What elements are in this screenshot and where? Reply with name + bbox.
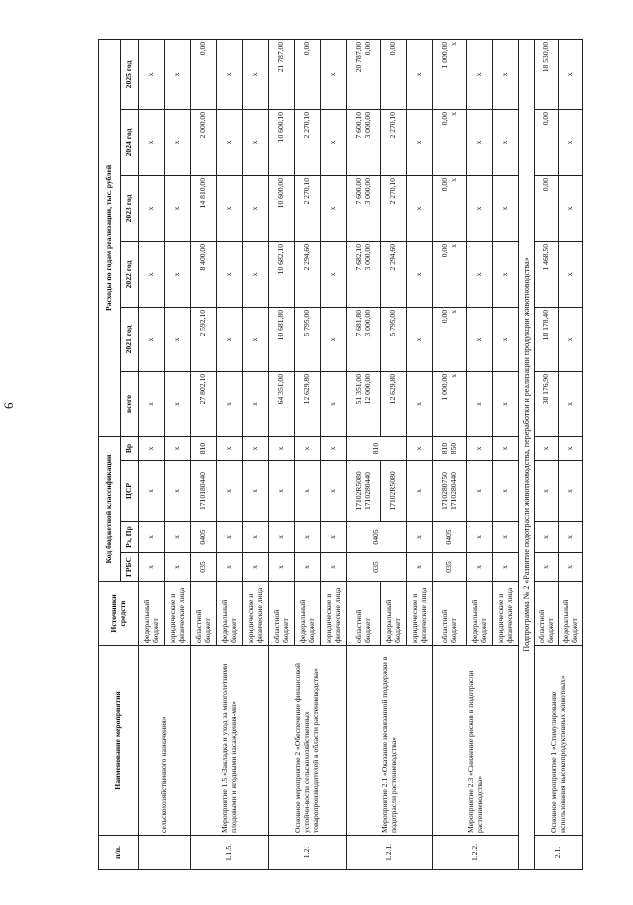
event-name: Основное мероприятие 1 «Стимулирование использования высокопродуктивных животных» bbox=[535, 646, 583, 836]
grbs-cell: х bbox=[559, 553, 583, 582]
rzpr-cell: х bbox=[559, 522, 583, 553]
value-y2023: 7 600,00 3 000,00 bbox=[347, 175, 381, 241]
row-number: 1.2. bbox=[269, 836, 347, 870]
budget-table bbox=[98, 39, 583, 870]
value-y2025: 21 787,00 bbox=[269, 39, 295, 109]
value-y2023: 14 810,00 bbox=[191, 175, 217, 241]
rzpr-cell: х bbox=[493, 522, 519, 553]
value-y2023: 2 270,10 bbox=[295, 175, 321, 241]
vr-cell: х bbox=[407, 436, 433, 460]
value-total: х bbox=[243, 371, 269, 436]
event-name: сельскохозяйственного назначения» bbox=[139, 646, 191, 836]
rzpr-cell: х bbox=[535, 522, 559, 553]
value-y2023: 0,00 bbox=[535, 175, 559, 241]
grbs-cell: 035 bbox=[433, 553, 467, 582]
subprogram-title: Подпрограмма № 2 «Развитие подотрасли животноводства, переработки и реализации продукции животноводства» bbox=[519, 39, 535, 869]
csr-cell: х bbox=[295, 461, 321, 522]
value-y2025: х bbox=[139, 39, 165, 109]
rzpr-cell: 0405 bbox=[433, 522, 467, 553]
header-code-group: Код бюджетной классификации bbox=[99, 436, 121, 581]
rzpr-cell: х bbox=[321, 522, 347, 553]
csr-cell: х bbox=[407, 461, 433, 522]
value-total: 12 629,80 bbox=[295, 371, 321, 436]
value-y2022: х bbox=[493, 241, 519, 307]
value-y2025: 0,00 bbox=[381, 39, 407, 109]
value-y2022: х bbox=[139, 241, 165, 307]
value-total: 38 176,90 bbox=[535, 371, 559, 436]
subprogram-row bbox=[519, 39, 535, 869]
value-y2023: х bbox=[407, 175, 433, 241]
funding-source: федеральный бюджет bbox=[559, 582, 583, 646]
csr-cell: 17102R5080 1710280440 bbox=[347, 461, 381, 522]
vr-cell: х bbox=[321, 436, 347, 460]
value-total: х bbox=[321, 371, 347, 436]
grbs-cell: х bbox=[269, 553, 295, 582]
csr-cell: 1710180440 bbox=[191, 461, 217, 522]
value-y2021: 7 681,80 3 000,00 bbox=[347, 307, 381, 371]
funding-source: юридические и физические лица bbox=[321, 582, 347, 646]
header-no: п/п. bbox=[99, 836, 139, 870]
value-y2024: 2 270,10 bbox=[381, 109, 407, 175]
grbs-cell: 035 bbox=[347, 553, 407, 582]
csr-cell: х bbox=[217, 461, 243, 522]
grbs-cell: х bbox=[321, 553, 347, 582]
csr-cell: х bbox=[467, 461, 493, 522]
value-y2022: 0,00 х bbox=[433, 241, 467, 307]
value-y2024: 10 600,10 bbox=[269, 109, 295, 175]
table-row bbox=[535, 39, 559, 869]
value-y2024: х bbox=[243, 109, 269, 175]
rzpr-cell: х bbox=[243, 522, 269, 553]
value-y2022: 8 400,00 bbox=[191, 241, 217, 307]
header-2021: 2021 год bbox=[121, 307, 139, 371]
grbs-cell: х bbox=[467, 553, 493, 582]
value-y2021: х bbox=[217, 307, 243, 371]
value-y2021: х bbox=[139, 307, 165, 371]
funding-source: юридические и физические лица bbox=[407, 582, 433, 646]
value-y2024: 2 270,10 bbox=[295, 109, 321, 175]
value-y2021: х bbox=[321, 307, 347, 371]
value-y2021: х bbox=[559, 307, 583, 371]
vr-cell: х bbox=[295, 436, 321, 460]
funding-source: областной бюджет bbox=[347, 582, 381, 646]
page-number-area bbox=[0, 0, 60, 409]
csr-cell: 1710280750 1710280440 bbox=[433, 461, 467, 522]
csr-cell: х bbox=[243, 461, 269, 522]
event-name: Мероприятие 2.1 «Оказание несвязанной поддержки в подотрасли растениеводства» bbox=[347, 646, 433, 836]
grbs-cell: х bbox=[295, 553, 321, 582]
rzpr-cell: х bbox=[269, 522, 295, 553]
value-y2025: х bbox=[407, 39, 433, 109]
value-y2021: 5 795,00 bbox=[295, 307, 321, 371]
event-name: Мероприятие 1.5 «Закладка и уход за многолетними плодовыми и ягодными насаждения-ми» bbox=[191, 646, 269, 836]
value-y2024: 0,00 bbox=[535, 109, 559, 175]
vr-cell: х bbox=[243, 436, 269, 460]
vr-cell: х bbox=[535, 436, 559, 460]
header-expenses-group: Расходы по годам реализации, тыс. рублей bbox=[99, 39, 121, 436]
value-y2024: 2 000,00 bbox=[191, 109, 217, 175]
value-y2021: х bbox=[493, 307, 519, 371]
grbs-cell: х bbox=[217, 553, 243, 582]
vr-cell: 810 bbox=[347, 436, 407, 460]
csr-cell: х bbox=[493, 461, 519, 522]
value-y2024: х bbox=[493, 109, 519, 175]
value-y2022: х bbox=[321, 241, 347, 307]
value-y2025: х bbox=[559, 39, 583, 109]
value-y2022: х bbox=[165, 241, 191, 307]
row-number: 2.1. bbox=[535, 836, 583, 870]
event-name: Основное мероприятие 2 «Обеспечение финансовой устойчи-вости сельскохозяйственных товаропроизводителей в области растениеводства» bbox=[269, 646, 347, 836]
row-number bbox=[139, 836, 191, 870]
funding-source: федеральный бюджет bbox=[381, 582, 407, 646]
header-grbs: ГРБС bbox=[121, 553, 139, 582]
rzpr-cell: х bbox=[217, 522, 243, 553]
funding-source: федеральный бюджет bbox=[139, 582, 165, 646]
funding-source: юридические и физические лица bbox=[243, 582, 269, 646]
header-csr: ЦСР bbox=[121, 461, 139, 522]
value-y2021: 10 681,80 bbox=[269, 307, 295, 371]
value-y2022: 2 294,60 bbox=[295, 241, 321, 307]
grbs-cell: х bbox=[139, 553, 165, 582]
table-row bbox=[433, 39, 467, 869]
header-2025: 2025 год bbox=[121, 39, 139, 109]
value-y2021: 5 795,00 bbox=[381, 307, 407, 371]
header-2024: 2024 год bbox=[121, 109, 139, 175]
value-total: 51 351,00 12 000,00 bbox=[347, 371, 381, 436]
value-y2025: 1 000,00 х bbox=[433, 39, 467, 109]
value-y2022: х bbox=[467, 241, 493, 307]
funding-source: областной бюджет bbox=[269, 582, 295, 646]
page-number-svg bbox=[0, 0, 60, 409]
value-y2024: 7 600,10 3 000,00 bbox=[347, 109, 381, 175]
vr-cell: 810 850 bbox=[433, 436, 467, 460]
value-y2021: х bbox=[467, 307, 493, 371]
value-y2024: х bbox=[217, 109, 243, 175]
vr-cell: х bbox=[493, 436, 519, 460]
csr-cell: 17102R5080 bbox=[381, 461, 407, 522]
value-y2024: х bbox=[467, 109, 493, 175]
grbs-cell: х bbox=[493, 553, 519, 582]
header-rzpr: Рз, Пр bbox=[121, 522, 139, 553]
value-y2024: х bbox=[165, 109, 191, 175]
value-y2023: х bbox=[467, 175, 493, 241]
value-y2022: 7 682,10 3 000,00 bbox=[347, 241, 381, 307]
table-row bbox=[269, 39, 295, 869]
value-y2023: х bbox=[165, 175, 191, 241]
value-y2022: 2 294,60 bbox=[381, 241, 407, 307]
vr-cell: х bbox=[217, 436, 243, 460]
table-header bbox=[99, 39, 139, 869]
funding-source: федеральный бюджет bbox=[217, 582, 243, 646]
value-y2023: х bbox=[139, 175, 165, 241]
header-total: всего bbox=[121, 371, 139, 436]
value-y2025: х bbox=[217, 39, 243, 109]
value-total: х bbox=[559, 371, 583, 436]
value-y2025: х bbox=[321, 39, 347, 109]
value-y2022: х bbox=[559, 241, 583, 307]
event-name: Мероприятие 2.3 «Снижение рисков в подотрасли растениеводства» bbox=[433, 646, 519, 836]
value-y2022: х bbox=[217, 241, 243, 307]
value-y2024: 0,00 х bbox=[433, 109, 467, 175]
value-total: х bbox=[493, 371, 519, 436]
value-y2023: 2 270,10 bbox=[381, 175, 407, 241]
funding-source: юридические и физические лица bbox=[165, 582, 191, 646]
page-number: 6 bbox=[1, 402, 16, 409]
value-y2023: 0,00 х bbox=[433, 175, 467, 241]
value-total: х bbox=[139, 371, 165, 436]
value-y2023: х bbox=[243, 175, 269, 241]
value-y2022: 10 682,10 bbox=[269, 241, 295, 307]
rzpr-cell: 0405 bbox=[347, 522, 407, 553]
header-2022: 2022 год bbox=[121, 241, 139, 307]
header-source: Источники средств bbox=[99, 582, 139, 646]
vr-cell: х bbox=[165, 436, 191, 460]
value-y2021: 18 178,40 bbox=[535, 307, 559, 371]
funding-source: областной бюджет bbox=[191, 582, 217, 646]
funding-source: федеральный бюджет bbox=[295, 582, 321, 646]
value-y2024: х bbox=[407, 109, 433, 175]
vr-cell: 810 bbox=[191, 436, 217, 460]
rzpr-cell: 0405 bbox=[191, 522, 217, 553]
csr-cell: х bbox=[321, 461, 347, 522]
value-y2021: 0,00 х bbox=[433, 307, 467, 371]
grbs-cell: х bbox=[535, 553, 559, 582]
value-y2024: х bbox=[321, 109, 347, 175]
value-total: 12 629,80 bbox=[381, 371, 407, 436]
value-y2024: х bbox=[139, 109, 165, 175]
value-total: 64 351,00 bbox=[269, 371, 295, 436]
rzpr-cell: х bbox=[295, 522, 321, 553]
rzpr-cell: х bbox=[165, 522, 191, 553]
value-y2025: 0,00 bbox=[191, 39, 217, 109]
value-total: х bbox=[165, 371, 191, 436]
table-row bbox=[139, 39, 165, 869]
value-y2025: 20 787,00 0,00 bbox=[347, 39, 381, 109]
value-y2021: 2 592,10 bbox=[191, 307, 217, 371]
csr-cell: х bbox=[535, 461, 559, 522]
grbs-cell: х bbox=[165, 553, 191, 582]
value-y2023: х bbox=[217, 175, 243, 241]
value-total: х bbox=[217, 371, 243, 436]
value-y2023: х bbox=[493, 175, 519, 241]
value-y2023: х bbox=[321, 175, 347, 241]
row-number: 1.2.1. bbox=[347, 836, 433, 870]
csr-cell: х bbox=[559, 461, 583, 522]
value-y2022: х bbox=[407, 241, 433, 307]
csr-cell: х bbox=[165, 461, 191, 522]
row-number: 1.1.5. bbox=[191, 836, 269, 870]
rotated-table-container bbox=[98, 40, 606, 870]
value-total: 27 802,10 bbox=[191, 371, 217, 436]
value-y2025: х bbox=[165, 39, 191, 109]
value-y2025: 0,00 bbox=[295, 39, 321, 109]
rzpr-cell: х bbox=[467, 522, 493, 553]
value-y2023: х bbox=[559, 175, 583, 241]
table-body bbox=[139, 39, 583, 869]
value-y2021: х bbox=[165, 307, 191, 371]
vr-cell: х bbox=[559, 436, 583, 460]
header-name: Наименование мероприятия bbox=[99, 646, 139, 836]
funding-source: федеральный бюджет bbox=[467, 582, 493, 646]
grbs-cell: х bbox=[407, 553, 433, 582]
value-total: х bbox=[407, 371, 433, 436]
value-total: х bbox=[467, 371, 493, 436]
csr-cell: х bbox=[139, 461, 165, 522]
funding-source: областной бюджет bbox=[535, 582, 559, 646]
vr-cell: х bbox=[467, 436, 493, 460]
header-2023: 2023 год bbox=[121, 175, 139, 241]
value-y2021: х bbox=[243, 307, 269, 371]
table-row bbox=[347, 39, 381, 869]
rzpr-cell: х bbox=[407, 522, 433, 553]
vr-cell: х bbox=[139, 436, 165, 460]
funding-source: юридические и физические лица bbox=[493, 582, 519, 646]
value-y2025: х bbox=[467, 39, 493, 109]
value-y2025: 18 530,00 bbox=[535, 39, 559, 109]
value-total: 1 000,00 х bbox=[433, 371, 467, 436]
row-number: 1.2.2. bbox=[433, 836, 519, 870]
header-vr: Вр bbox=[121, 436, 139, 460]
value-y2022: х bbox=[243, 241, 269, 307]
grbs-cell: 035 bbox=[191, 553, 217, 582]
value-y2024: х bbox=[559, 109, 583, 175]
value-y2021: х bbox=[407, 307, 433, 371]
funding-source: областной бюджет bbox=[433, 582, 467, 646]
csr-cell: х bbox=[269, 461, 295, 522]
table-row bbox=[191, 39, 217, 869]
value-y2023: 10 600,00 bbox=[269, 175, 295, 241]
value-y2025: х bbox=[243, 39, 269, 109]
grbs-cell: х bbox=[243, 553, 269, 582]
value-y2025: х bbox=[493, 39, 519, 109]
rzpr-cell: х bbox=[139, 522, 165, 553]
vr-cell: х bbox=[269, 436, 295, 460]
value-y2022: 1 468,50 bbox=[535, 241, 559, 307]
